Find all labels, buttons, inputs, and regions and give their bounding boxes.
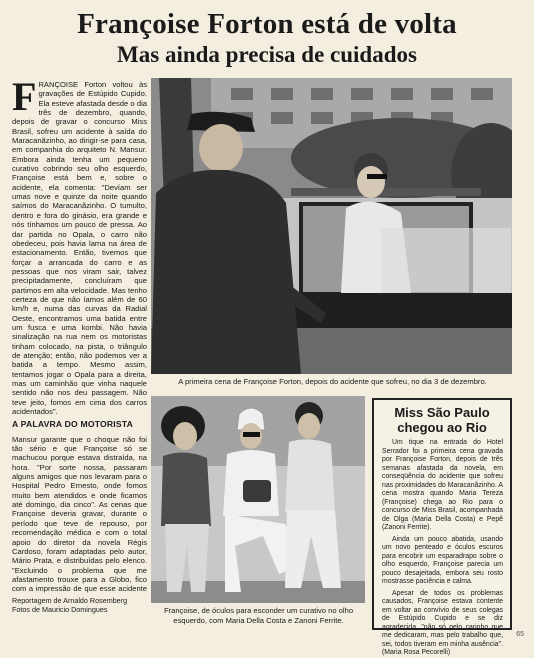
photo-caption: Françoise, de óculos para esconder um curativo no olho esquerdo, com Maria Della Costa e Zanoni Ferrite. (163, 606, 354, 625)
sidebar-title: Miss São Paulo chegou ao Rio (394, 405, 490, 435)
photo-caption: A primeira cena de Françoise Forton, depois do acidente que sofreu, no dia 3 de dezembro. (178, 377, 487, 386)
sidebar-body (374, 435, 510, 658)
article-intro: RANÇOISE Forton voltou às gravações de Estúpido Cupido. Ela esteve afastada desde o dia três de dezembro, quando, depois de gravar o concurso Miss Brasil, sofreu um acidente à saída do Maracanãzinho, ao dirigir-se para casa, em companhia do arquiteto N. Mansur. Embora ainda tenha um pequeno curativo cobrindo seu olho esquerdo, Françoise está bem e, sobre o acidente, ela comenta: "Devíam ser umas nove e quinze da noite quando saímos do Maracanãzinho. O tumulto, dentro e fora do ginásio, era grande e nós tínhamos um pouco de pressa. Ao dar partida no Opala, o carro não obedeceu, pois havia lama na área de estacionamento. Então, tivemos que forçar a arrancada do carro e as pessoas que nos viram sair, talvez precipitadamente, concluíram que partimos em alta velocidade. Mas tenho certeza de que não íamos além de 60 km/h e, numa das curvas da Radial Oeste, encontramos uma batida entre um fusca e uma kombi. Não havia sinalização na rua nem os motoristas tinham colocado, na pista, o triângulo de atenção; então, não podemos ver a batida a tempo. Mesmo assim, tentamos jogar o Opala para a direita, mas um caminhão que vinha naquele sentido não nos deu passagem. Não teve jeito, fomos em cima dos carros acidentados". (12, 80, 147, 417)
article-paragraph: Mansur garante que o choque não foi tão sério e que Françoise só se machucou porque estava distraída, na hora. "Por sorte nossa, passaram alguns amigos que nos levaram para o Hospital Pedro Ernesto, onde fomos muito bem atendidos e onde ficamos até domingo, dia cinco". As cenas que Françoise deveria gravar, durante o período que teve de repouso, por recomendação médica e com o total apoio do diretor da novela Régis Cardoso, foram adaptadas pelo autor, Mário Prata, e distribuídas pelo elenco. "Excluindo o problema que me afastamento trouxe para a Globo, fico com a impressão de que esse acidente (12, 434, 147, 594)
sidebar-box (372, 398, 512, 656)
car-scene-illustration (151, 78, 512, 374)
photo-group (151, 396, 365, 603)
page-number: 65 (516, 631, 524, 638)
section-heading: A PALAVRA DO MOTORISTA (12, 419, 134, 430)
drop-cap: F (12, 80, 37, 119)
article-column (12, 80, 147, 594)
sidebar-paragraph: Apesar de todos os problemas causados, Françoise estava contente em voltar ao convívio de seus colegas de Estúpido Cupido e se diz agradecida, "não só pelo carinho que me dedicaram, mas pelo trabalho que, sei, todos tiveram em minha ausência". (Maria Rosa Pecorelli) (382, 589, 503, 656)
sidebar-paragraph: Um tique na entrada do Hotel Serrador foi a primeira cena gravada por Françoise Forton, depois de três semanas afastada da novela, em conseqüência do acidente que sofreu nas proximidades do Maracanãzinho. A cena mostra quando Maria Tereza (Françoise) chega ao Rio para o concurso de Miss Brasil, acompanhada de Olga (Maria Della Costa) e Pepê (Zanoni Ferrite). (382, 439, 503, 531)
photo-car-scene (151, 78, 512, 374)
page-subtitle: Mas ainda precisa de cuidados (117, 42, 417, 67)
group-photo-illustration (151, 396, 365, 603)
photo-credits: Reportagem de Arnaldo Rosemberg Fotos de Mauricio Domingues (12, 596, 128, 614)
sidebar-paragraph: Ainda um pouco abatida, usando um novo penteado e óculos escuros para encobrir um esparadrapo sobre o olho esquerdo, Françoise parecia um pouco desajeitada, embora seu rosto mostrasse paciência e calma. (382, 535, 503, 585)
page-title: Françoise Forton está de volta (77, 8, 457, 40)
